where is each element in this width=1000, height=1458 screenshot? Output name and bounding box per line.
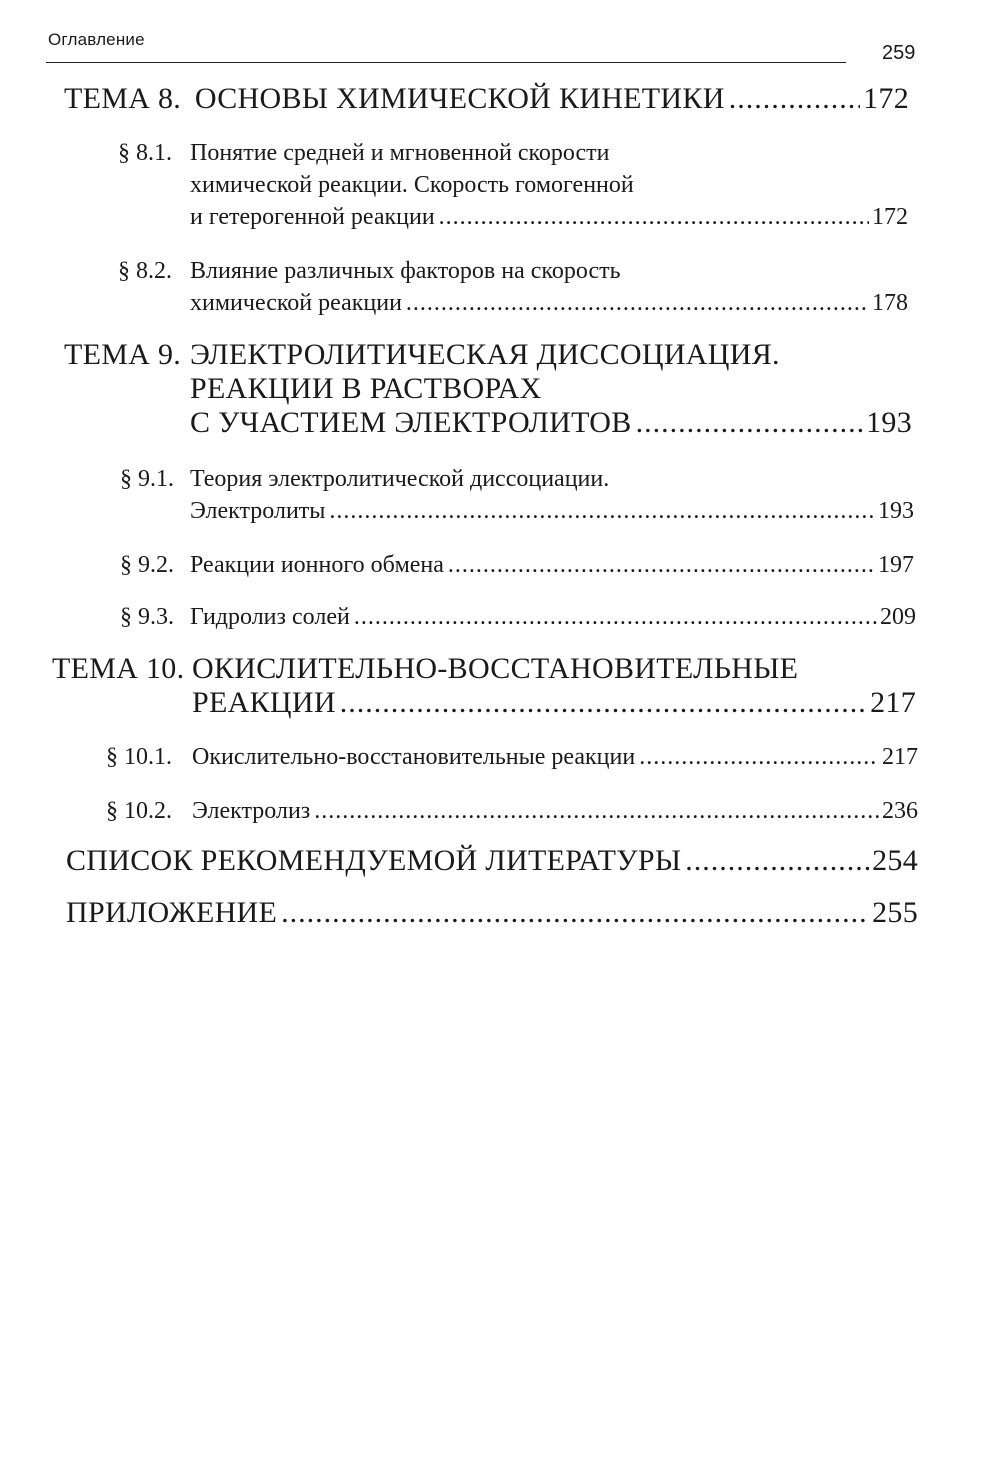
section-10-2-number: § 10.2. [106,798,172,824]
section-10-1-title: Окислительно-восстановительные реакции [192,744,636,770]
dot-leader [448,552,875,579]
dot-leader [639,744,879,771]
section-9-1-title-line-2: Электролиты [190,498,326,524]
topic-9-page: 193 [866,406,912,439]
section-9-1-page: 193 [878,498,914,524]
toc-entry-section-8-1[interactable] [190,204,908,231]
section-9-2-number: § 9.2. [120,552,174,578]
topic-10-title-line-2: РЕАКЦИИ [192,686,336,719]
dot-leader [636,406,864,440]
section-10-1-number: § 10.1. [106,744,172,770]
dot-leader [340,686,867,720]
section-8-1-title-line-1[interactable]: Понятие средней и мгновенной скорости [190,140,610,166]
topic-10-title-line-1[interactable]: ОКИСЛИТЕЛЬНО-ВОССТАНОВИТЕЛЬНЫЕ [192,652,799,685]
toc-entry-appendix[interactable] [66,896,918,930]
section-9-3-page: 209 [880,604,916,630]
section-8-1-number: § 8.1. [118,140,172,166]
section-10-1-page: 217 [882,744,918,770]
dot-leader [406,290,869,317]
topic-10-page: 217 [870,686,916,719]
running-title: Оглавление [48,30,145,49]
dot-leader [314,798,879,825]
toc-entry-section-10-1[interactable] [192,744,918,771]
section-8-2-title-line-1[interactable]: Влияние различных факторов на скорость [190,258,621,284]
topic-9-title-line-1[interactable]: ЭЛЕКТРОЛИТИЧЕСКАЯ ДИССОЦИАЦИЯ. [190,338,780,371]
section-9-2-title: Реакции ионного обмена [190,552,444,578]
toc-entry-section-9-2[interactable] [190,552,914,579]
toc-entry-section-8-2[interactable] [190,290,908,317]
dot-leader [281,896,869,930]
toc-entry-section-10-2[interactable] [192,798,918,825]
references-page: 254 [872,844,918,877]
dot-leader [729,82,860,116]
toc-entry-section-9-1[interactable] [190,498,914,525]
topic-8-prefix: ТЕМА 8. [64,82,182,115]
page-number: 259 [882,42,916,64]
section-9-3-number: § 9.3. [120,604,174,630]
section-10-2-page: 236 [882,798,918,824]
toc-entry-section-9-3[interactable] [190,604,916,631]
section-9-2-page: 197 [878,552,914,578]
topic-8-page: 172 [863,82,909,115]
section-8-1-page: 172 [872,204,908,230]
topic-9-title-line-3: С УЧАСТИЕМ ЭЛЕКТРОЛИТОВ [190,406,632,439]
toc-entry-references[interactable] [66,844,918,878]
section-9-1-title-line-1[interactable]: Теория электролитической диссоциации. [190,466,610,492]
topic-9-prefix: ТЕМА 9. [64,338,182,371]
section-8-2-page: 178 [872,290,908,316]
toc-entry-topic-10[interactable] [192,686,916,720]
section-8-1-title-line-2: химической реакции. Скорость гомогенной [190,172,634,198]
appendix-title: ПРИЛОЖЕНИЕ [66,896,278,929]
toc-entry-topic-8[interactable] [64,82,909,116]
dot-leader [329,498,875,525]
topic-8-title: ОСНОВЫ ХИМИЧЕСКОЙ КИНЕТИКИ [194,82,725,115]
references-title: СПИСОК РЕКОМЕНДУЕМОЙ ЛИТЕРАТУРЫ [66,844,682,877]
section-10-2-title: Электролиз [192,798,311,824]
topic-9-title-line-2: РЕАКЦИИ В РАСТВОРАХ [190,372,542,405]
appendix-page: 255 [872,896,918,929]
section-9-3-title: Гидролиз солей [190,604,350,630]
dot-leader [685,844,869,878]
toc-entry-topic-9[interactable] [190,406,912,440]
section-8-2-number: § 8.2. [118,258,172,284]
topic-10-prefix: ТЕМА 10. [52,652,185,685]
section-9-1-number: § 9.1. [120,466,174,492]
header-rule [46,62,846,63]
section-8-1-title-line-3: и гетерогенной реакции [190,204,435,230]
dot-leader [439,204,869,231]
dot-leader [354,604,877,631]
section-8-2-title-line-2: химической реакции [190,290,402,316]
